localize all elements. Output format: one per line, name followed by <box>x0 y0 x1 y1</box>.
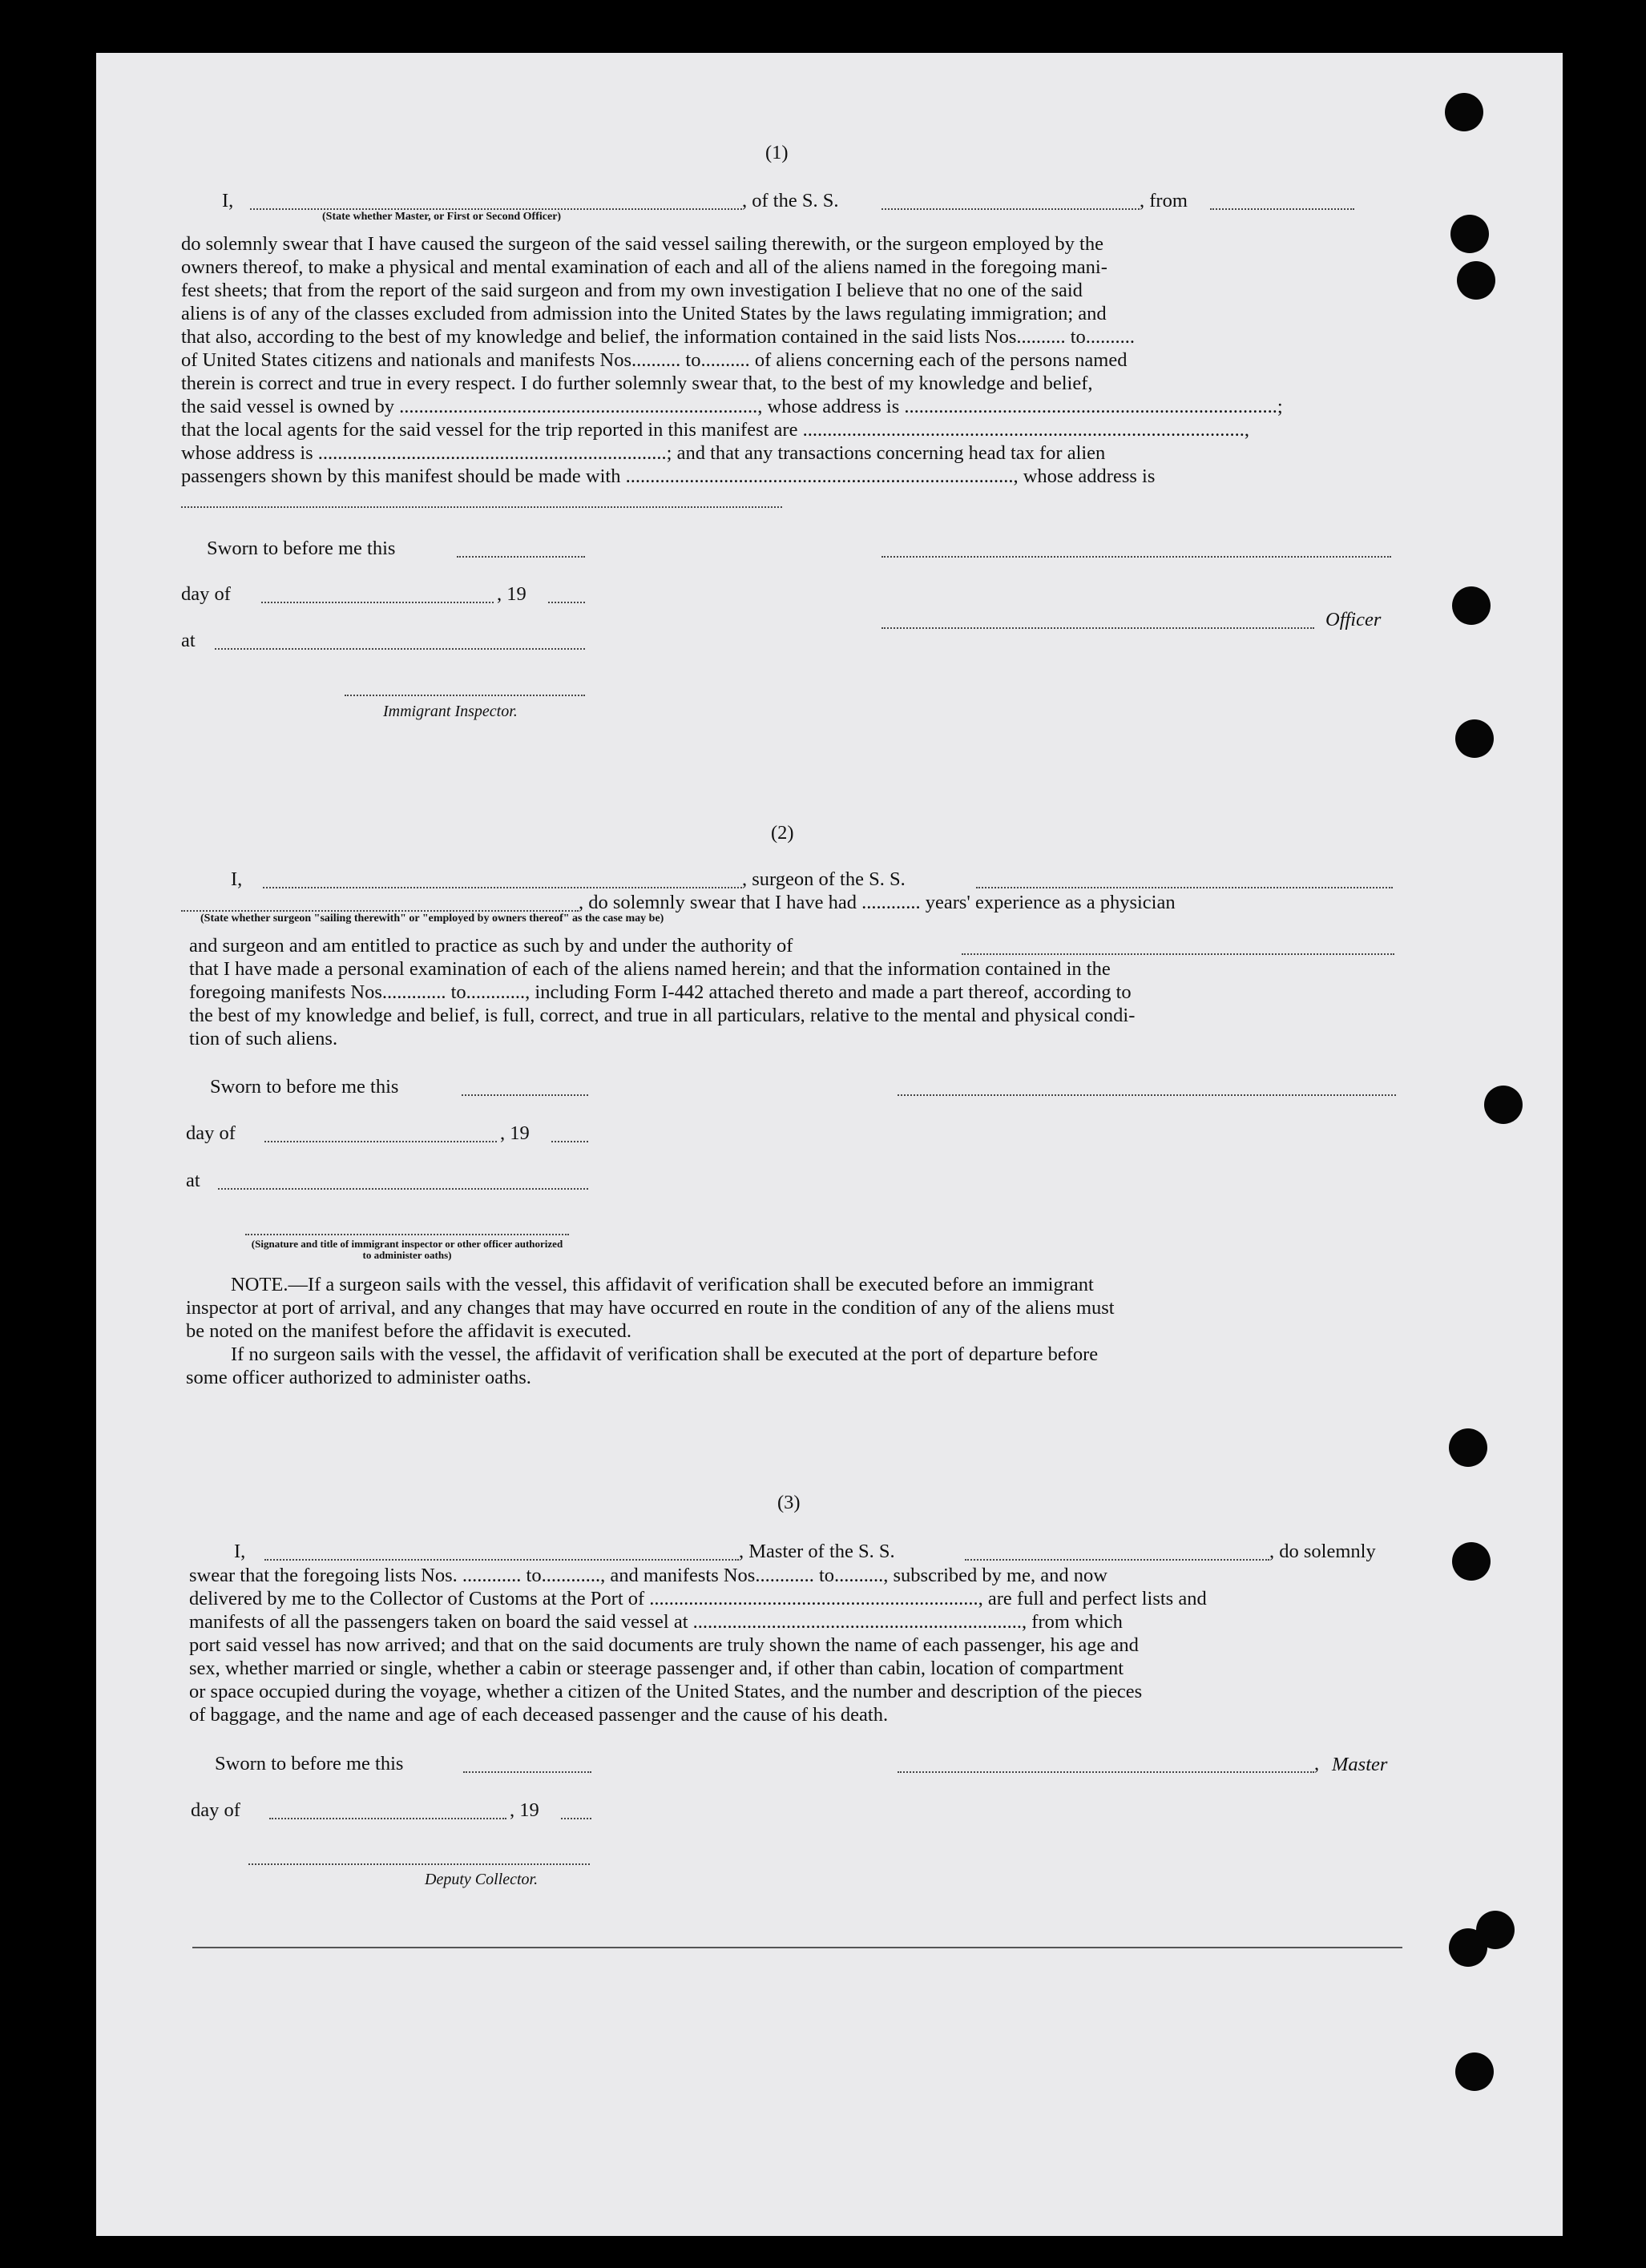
binder-hole <box>1452 1542 1491 1581</box>
sworn-label-3: Sworn to before me this <box>215 1753 404 1775</box>
note-line: If no surgeon sails with the vessel, the affidavit of verification shall be executed at the port of departure before <box>231 1343 1099 1365</box>
surgeon-vessel-field[interactable] <box>976 887 1393 888</box>
section-1-para-line: of United States citizens and nationals and manifests Nos.......... to.......... of aliens concerning each of the persons named <box>181 349 1128 371</box>
address-continuation-field[interactable] <box>181 506 782 508</box>
section-2-para-line: the best of my knowledge and belief, is full, correct, and true in all particulars, relative to the mental and physical condi- <box>189 1005 1136 1026</box>
binder-hole <box>1450 215 1489 253</box>
note-line: NOTE.—If a surgeon sails with the vessel, this affidavit of verification shall be executed before an immigrant <box>231 1274 1094 1295</box>
section-1-para-line: passengers shown by this manifest should be made with ..............................................................................., whose address is <box>181 465 1156 487</box>
section-1-para-line: fest sheets; that from the report of the said surgeon and from my own investigation I believe that no one of the said <box>181 280 1083 301</box>
vessel-name-field[interactable] <box>881 208 1140 210</box>
year-label-2: , 19 <box>500 1122 530 1144</box>
from-label: , from <box>1140 190 1188 211</box>
section-1-para-line: the said vessel is owned by ........................................................................., whose address is ............................................................................; <box>181 396 1283 417</box>
binder-hole <box>1455 719 1494 758</box>
bottom-rule <box>192 1947 1402 1948</box>
deputy-signature-field[interactable] <box>248 1863 590 1865</box>
master-name-field[interactable] <box>250 208 742 210</box>
officer-label: Officer <box>1325 609 1382 630</box>
binder-hole <box>1449 1428 1487 1467</box>
binder-hole <box>1449 1928 1487 1967</box>
section-2-number: (2) <box>771 822 794 844</box>
section-3-number: (3) <box>777 1492 801 1513</box>
note-line: inspector at port of arrival, and any changes that may have occurred en route in the condition of any of the aliens must <box>186 1297 1115 1319</box>
section-2-para-line: and surgeon and am entitled to practice as such by and under the authority of <box>189 935 793 957</box>
year-field-1[interactable] <box>548 602 585 603</box>
section-3-para-line: or space occupied during the voyage, whether a citizen of the United States, and the number and description of the pieces <box>189 1681 1143 1702</box>
master-vessel-field[interactable] <box>965 1559 1269 1561</box>
surgeon-signature-field[interactable] <box>898 1094 1396 1096</box>
deputy-collector-label: Deputy Collector. <box>425 1871 539 1888</box>
day-of-field-1[interactable] <box>261 602 494 603</box>
signature-title-hint: (Signature and title of immigrant inspector or other officer authorized to administer oaths) <box>251 1238 563 1261</box>
sworn-label-1: Sworn to before me this <box>207 538 396 559</box>
year-field-3[interactable] <box>561 1818 591 1819</box>
year-label-3: , 19 <box>510 1799 539 1821</box>
inspector-signature-field-2[interactable] <box>245 1234 569 1235</box>
at-label-2: at <box>186 1170 200 1191</box>
section-1-para-line: therein is correct and true in every respect. I do further solemnly swear that, to the best of my knowledge and belief, <box>181 373 1093 394</box>
immigrant-inspector-label: Immigrant Inspector. <box>383 703 518 720</box>
comma: , <box>1314 1753 1320 1775</box>
of-the-ss-label: , of the S. S. <box>742 190 839 211</box>
master-name-field-3[interactable] <box>264 1559 739 1561</box>
section-1-para-line: do solemnly swear that I have caused the surgeon of the said vessel sailing therewith, or the surgeon employed by the <box>181 233 1103 255</box>
at-label-1: at <box>181 630 196 651</box>
surgeon-status-field[interactable] <box>181 910 579 912</box>
from-port-field[interactable] <box>1210 208 1354 210</box>
day-of-field-2[interactable] <box>264 1141 497 1142</box>
day-of-field-3[interactable] <box>269 1818 506 1819</box>
section-1-para-line: owners thereof, to make a physical and mental examination of each and all of the aliens named in the foregoing mani- <box>181 256 1107 278</box>
section-1-para-line: that the local agents for the said vessel for the trip reported in this manifest are .........................................................................................., <box>181 419 1249 441</box>
master-signature-field[interactable] <box>898 1771 1314 1773</box>
section-3-para-line: of baggage, and the name and age of each deceased passenger and the cause of his death. <box>189 1704 889 1726</box>
at-field-2[interactable] <box>218 1188 588 1190</box>
day-of-label-1: day of <box>181 583 231 605</box>
section-3-i: I, <box>234 1541 246 1562</box>
section-3-para-line: sex, whether married or single, whether a cabin or steerage passenger and, if other than cabin, location of compartment <box>189 1658 1124 1679</box>
day-of-label-3: day of <box>191 1799 240 1821</box>
binder-hole <box>1484 1086 1523 1124</box>
authority-field[interactable] <box>962 953 1394 955</box>
surgeon-name-field[interactable] <box>263 887 742 888</box>
master-label: Master <box>1332 1754 1388 1775</box>
section-3-para-line: port said vessel has now arrived; and that on the said documents are truly shown the name of each passenger, his age and <box>189 1634 1139 1656</box>
inspector-signature-field[interactable] <box>345 695 585 696</box>
section-2-para-line: tion of such aliens. <box>189 1028 338 1049</box>
section-2-i: I, <box>231 868 243 890</box>
sworn-date-field-3[interactable] <box>463 1771 591 1773</box>
section-1-i: I, <box>222 190 234 211</box>
section-1-para-line: that also, according to the best of my knowledge and belief, the information contained in the said lists Nos.......... to.......... <box>181 326 1136 348</box>
section-1-para-line: whose address is .......................................................................; and that any transactions concerning head tax for alien <box>181 442 1106 464</box>
surgeon-oath-line: , do solemnly swear that I have had ............ years' experience as a physician <box>579 892 1176 913</box>
section-2-para-line: that I have made a personal examination of each of the aliens named herein; and that the information contained in the <box>189 958 1111 980</box>
master-of-ss-label: , Master of the S. S. <box>739 1541 895 1562</box>
year-label-1: , 19 <box>497 583 526 605</box>
do-solemnly-label: , do solemnly <box>1269 1541 1376 1562</box>
section-1-para-line: aliens is of any of the classes excluded from admission into the United States by the laws regulating immigration; and <box>181 303 1107 324</box>
section-3-para-line: swear that the foregoing lists Nos. ............ to............, and manifests Nos............ to.........., subscribed by me, and now <box>189 1565 1107 1586</box>
master-role-hint: (State whether Master, or First or Second Officer) <box>322 211 562 223</box>
note-line: some officer authorized to administer oaths. <box>186 1367 531 1388</box>
binder-hole <box>1455 2052 1494 2091</box>
note-line: be noted on the manifest before the affidavit is executed. <box>186 1320 632 1342</box>
officer-signature-field[interactable] <box>881 627 1314 629</box>
at-field-1[interactable] <box>215 648 585 650</box>
surgeon-of-ss-label: , surgeon of the S. S. <box>742 868 906 890</box>
surgeon-status-hint: (State whether surgeon "sailing therewith" or "employed by owners thereof" as the case may be) <box>200 912 664 925</box>
year-field-2[interactable] <box>551 1141 588 1142</box>
binder-hole <box>1457 261 1495 300</box>
officer-signature-line-top[interactable] <box>881 556 1391 558</box>
day-of-label-2: day of <box>186 1122 236 1144</box>
sworn-label-2: Sworn to before me this <box>210 1076 399 1098</box>
section-1-number: (1) <box>765 142 789 163</box>
section-3-para-line: manifests of all the passengers taken on board the said vessel at ..................................................................., from which <box>189 1611 1123 1633</box>
section-2-para-line: foregoing manifests Nos............. to............, including Form I-442 attached thereto and made a part thereof, according to <box>189 981 1132 1003</box>
binder-hole <box>1445 93 1483 131</box>
sworn-date-field-1[interactable] <box>457 556 585 558</box>
sworn-date-field-2[interactable] <box>462 1094 588 1096</box>
section-3-para-line: delivered by me to the Collector of Customs at the Port of ..................................................................., are full and perfect lists and <box>189 1588 1207 1609</box>
binder-hole <box>1452 586 1491 625</box>
